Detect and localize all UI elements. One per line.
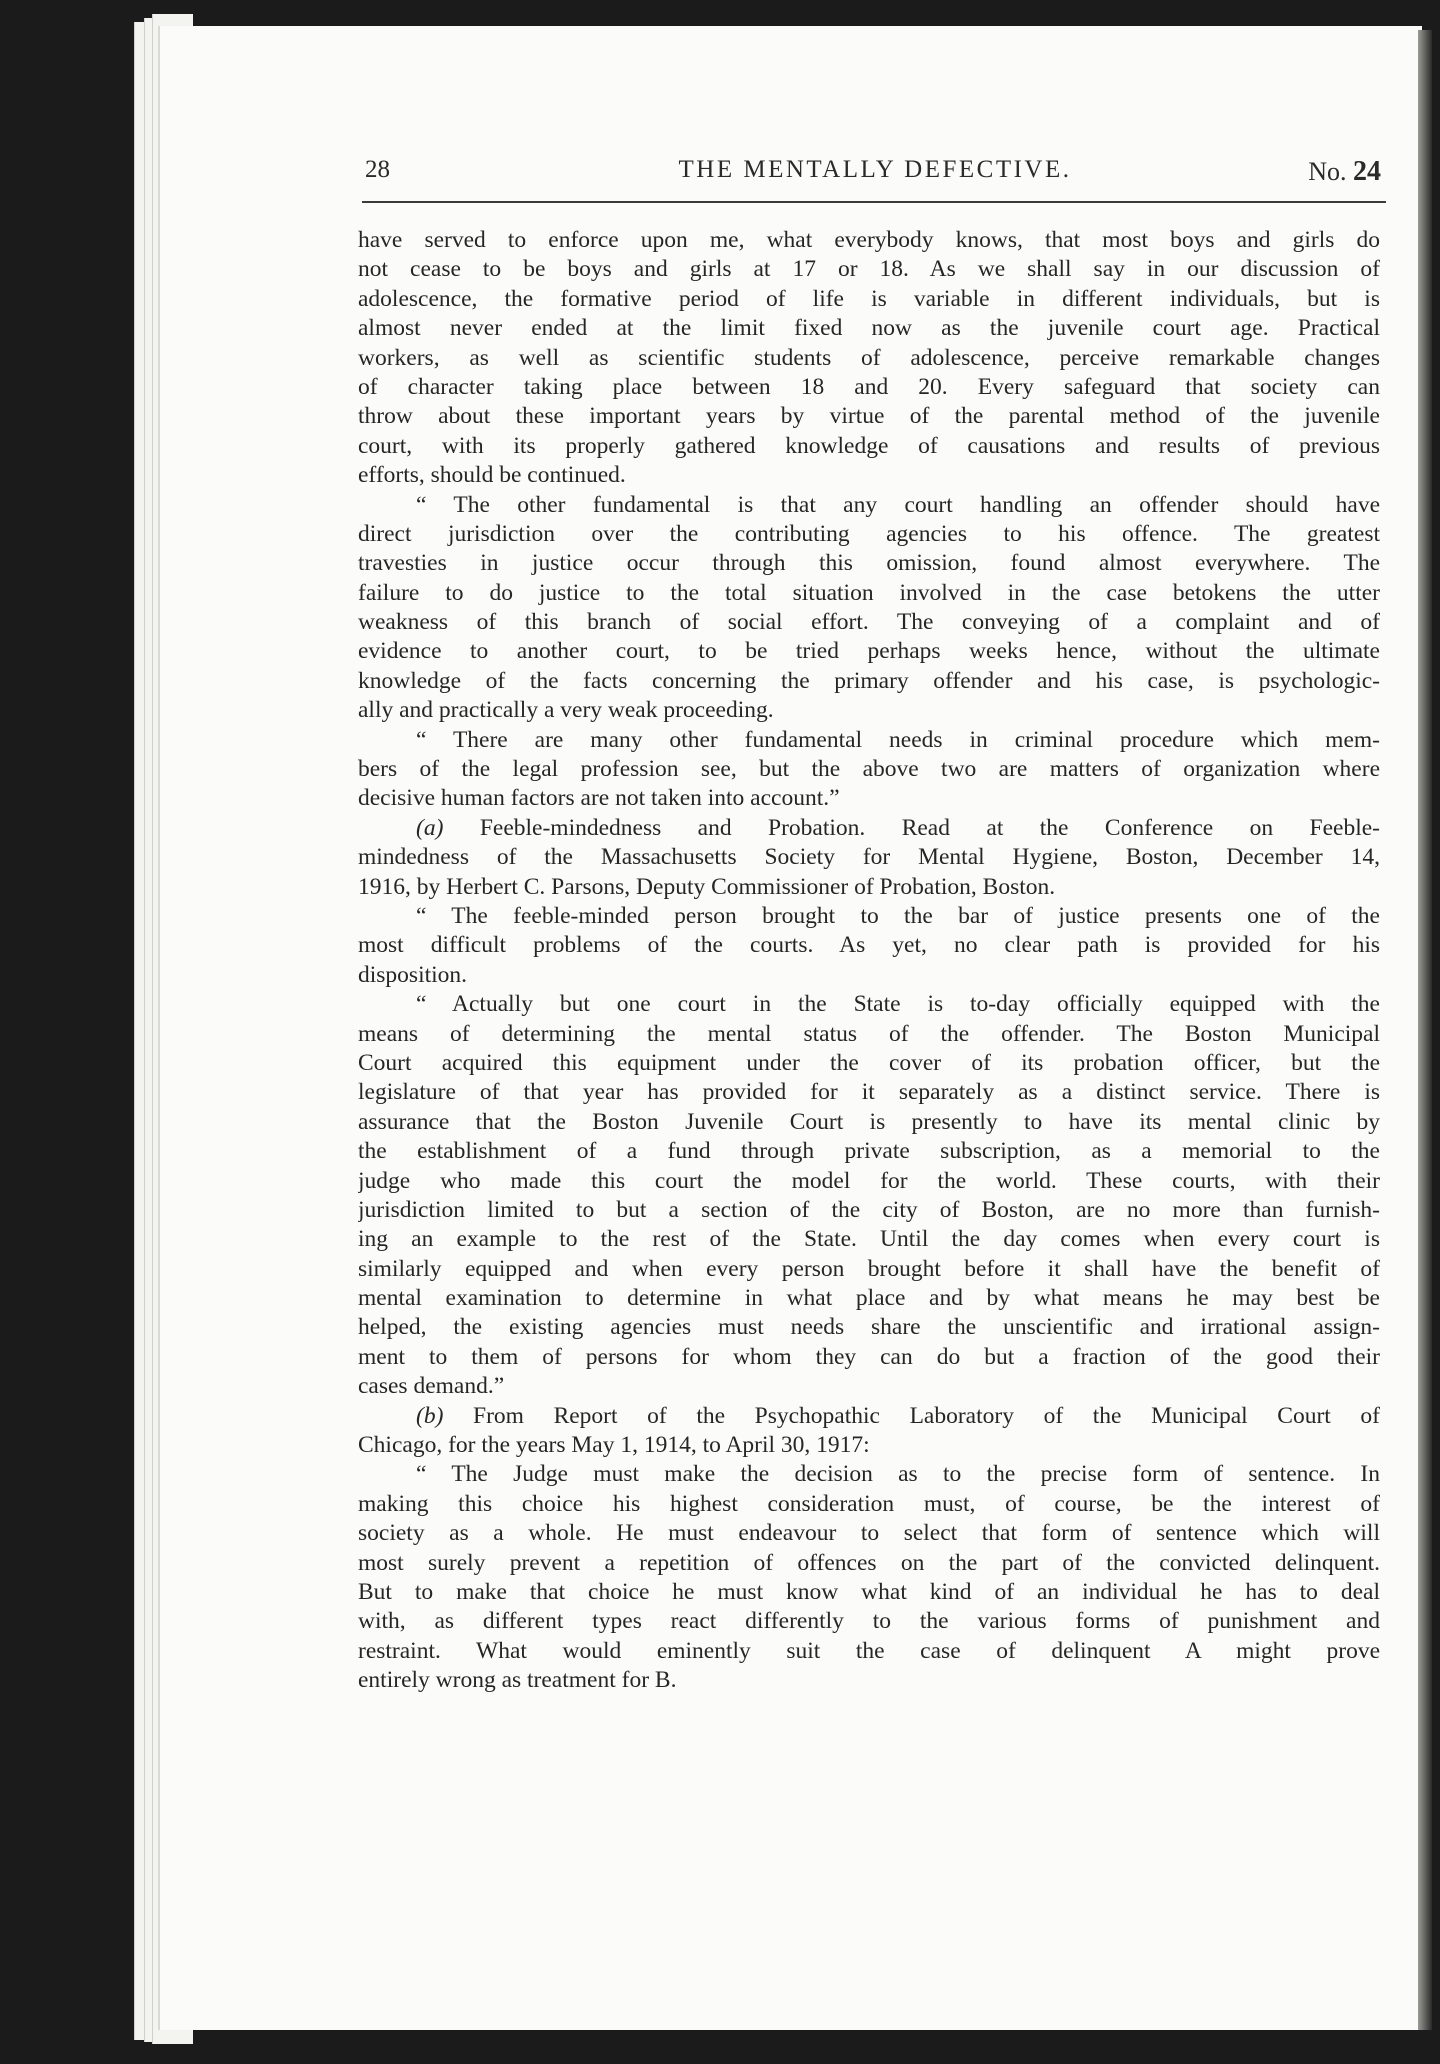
line-text: evidence to another court, to be tried perhaps weeks hence, without the ultimate — [358, 638, 1380, 665]
text-line — [358, 1431, 1380, 1460]
text-line — [358, 373, 1380, 402]
text-line — [358, 1078, 1380, 1107]
paragraph — [358, 902, 1380, 990]
line-text: have served to enforce upon me, what everybody knows, that most boys and girls do — [358, 227, 1380, 253]
paragraph — [358, 1460, 1380, 1695]
text-line — [358, 873, 1380, 902]
line-text: But to make that choice he must know what kind of an individual he has to deal — [358, 1578, 1380, 1605]
line-text: almost never ended at the limit fixed now as the juvenile court age. Practical — [358, 315, 1380, 342]
text-line — [358, 1666, 1380, 1695]
text-line — [358, 1108, 1380, 1137]
line-text: From Report of the Psychopathic Laboratory of the Municipal Court of — [473, 1402, 1380, 1429]
line-text: cases demand.” — [358, 1373, 505, 1400]
text-line — [358, 226, 1380, 255]
line-text: ment to them of persons for whom they can do but a fraction of the good their — [358, 1343, 1380, 1370]
section-marker: (b) — [416, 1402, 444, 1429]
line-text: “ There are many other fundamental needs in criminal procedure which mem- — [416, 726, 1380, 753]
line-text: legislature of that year has provided for it separately as a distinct service. There is — [358, 1079, 1380, 1106]
text-line — [358, 814, 1380, 843]
text-line — [358, 520, 1380, 549]
text-line — [358, 931, 1380, 960]
text-line — [358, 1578, 1380, 1607]
text-line — [358, 1460, 1380, 1489]
text-line — [358, 784, 1380, 813]
line-text: “ The Judge must make the decision as to the precise form of sentence. In — [416, 1461, 1380, 1488]
text-line — [358, 1343, 1380, 1372]
running-title: THE MENTALLY DEFECTIVE. — [678, 156, 1072, 183]
text-line — [358, 990, 1380, 1019]
line-text: most difficult problems of the courts. As yet, no clear path is provided for his — [358, 932, 1380, 959]
line-text: Court acquired this equipment under the cover of its probation officer, but the — [358, 1049, 1380, 1076]
text-line — [358, 637, 1380, 666]
line-text: of character taking place between 18 and 20. Every safeguard that society can — [358, 373, 1380, 400]
line-text: knowledge of the facts concerning the primary offender and his case, is psychologic- — [358, 667, 1380, 694]
page-shadow — [1418, 30, 1432, 2030]
text-line — [358, 285, 1380, 314]
page-number: 28 — [365, 156, 390, 183]
line-text: “ The feeble-minded person brought to the bar of justice presents one of the — [416, 902, 1380, 929]
text-line — [358, 1137, 1380, 1166]
text-line — [358, 961, 1380, 990]
text-line — [358, 1049, 1380, 1078]
text-line — [358, 1372, 1380, 1401]
text-line — [358, 344, 1380, 373]
text-line — [358, 755, 1380, 784]
line-text: restraint. What would eminently suit the case of delinquent A might prove — [358, 1637, 1380, 1664]
line-text: “ The other fundamental is that any court handling an offender should have — [416, 491, 1380, 518]
line-text: Chicago, for the years May 1, 1914, to April 30, 1917: — [358, 1432, 870, 1459]
line-text: helped, the existing agencies must needs share the unscientific and irrational assign- — [358, 1314, 1380, 1341]
line-text: throw about these important years by virtue of the parental method of the juvenile — [358, 403, 1380, 430]
line-text: mental examination to determine in what place and by what means he may best be — [358, 1285, 1380, 1312]
line-text: bers of the legal profession see, but the above two are matters of organization where — [358, 756, 1380, 783]
issue-number-value: 24 — [1353, 156, 1381, 187]
line-text: Feeble-mindedness and Probation. Read at the Conference on Feeble- — [479, 814, 1380, 841]
line-text: with, as different types react differently to the various forms of punishment and — [358, 1608, 1380, 1635]
line-text: travesties in justice occur through this omission, found almost everywhere. The — [358, 550, 1380, 577]
line-text: society as a whole. He must endeavour to select that form of sentence which will — [358, 1520, 1380, 1547]
line-text: workers, as well as scientific students of adolescence, perceive remarkable changes — [358, 344, 1380, 371]
running-header — [365, 156, 1385, 198]
text-line — [358, 1519, 1380, 1548]
text-line — [358, 843, 1380, 872]
line-text: jurisdiction limited to but a section of the city of Boston, are no more than furnish- — [358, 1196, 1380, 1223]
line-text: similarly equipped and when every person brought before it shall have the benefit of — [358, 1255, 1380, 1282]
line-text: failure to do justice to the total situation involved in the case betokens the utter — [358, 579, 1380, 606]
text-line — [358, 1490, 1380, 1519]
text-line — [358, 902, 1380, 931]
header-rule — [362, 201, 1386, 203]
line-text: the establishment of a fund through private subscription, as a memorial to the — [358, 1138, 1380, 1165]
line-text: most surely prevent a repetition of offences on the part of the convicted delinquent. — [358, 1549, 1380, 1576]
text-line — [358, 1402, 1380, 1431]
text-line — [358, 1255, 1380, 1284]
line-text: weakness of this branch of social effort. The conveying of a complaint and of — [358, 609, 1380, 636]
line-text: direct jurisdiction over the contributing agencies to his offence. The greatest — [358, 520, 1380, 547]
body-text — [358, 226, 1380, 1696]
text-line — [358, 1020, 1380, 1049]
line-text: assurance that the Boston Juvenile Court is presently to have its mental clinic by — [358, 1108, 1380, 1135]
issue-number — [1308, 156, 1381, 188]
text-line — [358, 461, 1380, 490]
text-line — [358, 726, 1380, 755]
line-text: not cease to be boys and girls at 17 or 18. As we shall say in our discussion of — [358, 256, 1380, 283]
text-line — [358, 1637, 1380, 1666]
text-line — [358, 1607, 1380, 1636]
line-text: adolescence, the formative period of life is variable in different individuals, but is — [358, 285, 1380, 312]
paragraph — [358, 1402, 1380, 1461]
line-text: judge who made this court the model for the world. These courts, with their — [358, 1167, 1380, 1194]
text-line — [358, 255, 1380, 284]
text-line — [358, 1284, 1380, 1313]
line-text: making this choice his highest consideration must, of course, be the interest of — [358, 1490, 1380, 1517]
line-text: 1916, by Herbert C. Parsons, Deputy Commissioner of Probation, Boston. — [358, 873, 1056, 900]
line-text: efforts, should be continued. — [358, 462, 626, 489]
text-line — [358, 667, 1380, 696]
line-text: means of determining the mental status of the offender. The Boston Municipal — [358, 1020, 1380, 1047]
section-marker: (a) — [416, 814, 444, 841]
paragraph — [358, 226, 1380, 491]
text-line — [358, 549, 1380, 578]
line-text: “ Actually but one court in the State is to-day officially equipped with the — [416, 991, 1380, 1018]
line-text: court, with its properly gathered knowledge of causations and results of previous — [358, 432, 1380, 459]
text-line — [358, 1549, 1380, 1578]
paragraph — [358, 726, 1380, 814]
text-line — [358, 696, 1380, 725]
text-line — [358, 608, 1380, 637]
text-line — [358, 402, 1380, 431]
text-line — [358, 491, 1380, 520]
line-text: decisive human factors are not taken into account.” — [358, 785, 840, 812]
text-line — [358, 1196, 1380, 1225]
text-line — [358, 1313, 1380, 1342]
issue-prefix: No. — [1308, 157, 1347, 186]
line-text: mindedness of the Massachusetts Society for Mental Hygiene, Boston, December 14, — [358, 844, 1380, 871]
text-line — [358, 432, 1380, 461]
paragraph — [358, 990, 1380, 1401]
line-text: ing an example to the rest of the State. Until the day comes when every court is — [358, 1226, 1380, 1253]
line-text: entirely wrong as treatment for B. — [358, 1667, 677, 1694]
text-line — [358, 314, 1380, 343]
paragraph — [358, 814, 1380, 902]
text-line — [358, 1167, 1380, 1196]
text-line — [358, 579, 1380, 608]
line-text: ally and practically a very weak proceeding. — [358, 697, 774, 724]
text-line — [358, 1225, 1380, 1254]
paragraph — [358, 491, 1380, 726]
line-text: disposition. — [358, 961, 468, 988]
